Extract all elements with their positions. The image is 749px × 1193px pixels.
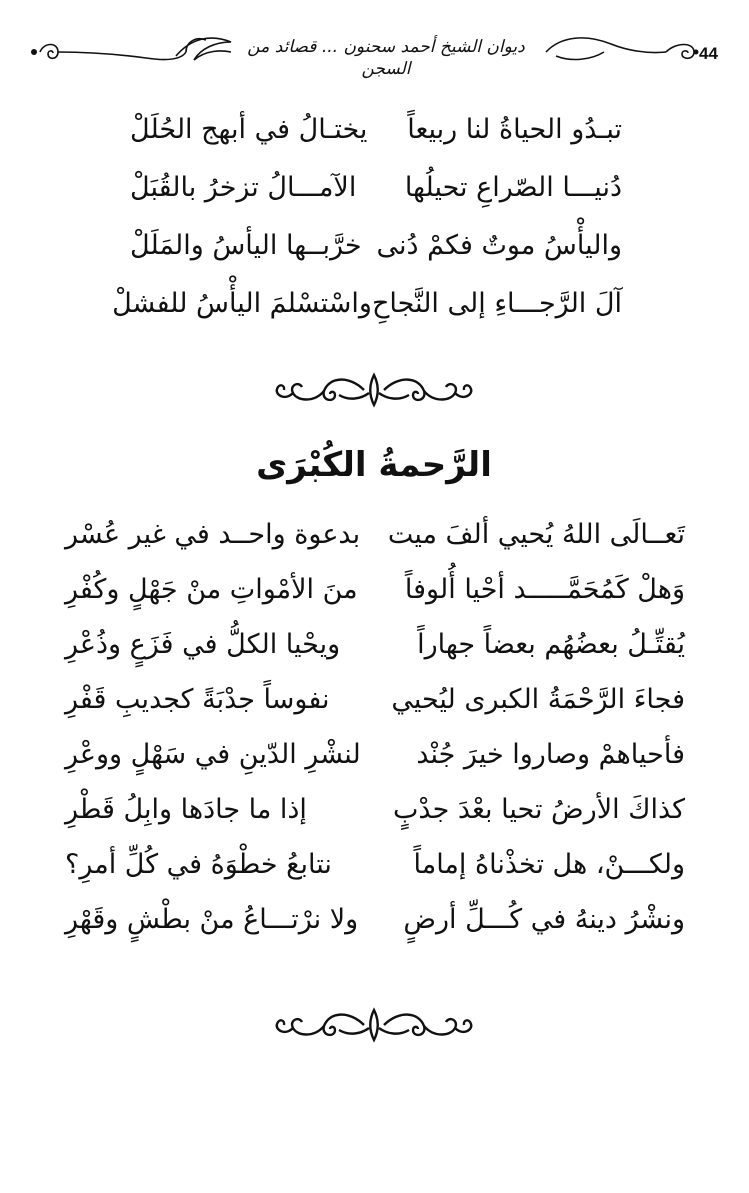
verse-line xyxy=(65,837,685,892)
verse-first-hemistich: آلَ الرَّجـــاءِ إلى النَّجاحِ xyxy=(371,287,622,319)
verse-line xyxy=(65,892,685,947)
verse-line xyxy=(65,507,685,562)
verse-second-hemistich: منَ الأمْواتِ منْ جَهْلٍ وكُفْرِ xyxy=(65,574,358,605)
verse-first-hemistich: ونشْرُ دينهُ في كُـــلِّ أرضٍ xyxy=(403,904,685,935)
verse-second-hemistich: نفوساً جدْبَةً كجديبِ قَفْرِ xyxy=(65,684,330,715)
verse-first-hemistich: واليأْسُ موتٌ فكمْ دُنى xyxy=(376,229,622,261)
verse-line xyxy=(130,158,622,216)
verse-second-hemistich: الآمـــالُ تزخرُ بالقُبَلْ xyxy=(130,171,357,203)
verse-first-hemistich: وَهلْ كَمُحَمَّـــــد أحْيا أُلوفاً xyxy=(404,574,685,605)
verse-second-hemistich: بدعوة واحــد في غير عُسْر xyxy=(65,519,361,550)
verse-second-hemistich: إذا ما جادَها وابِلُ قَطْرِ xyxy=(65,794,307,825)
running-head-title: ديوان الشيخ أحمد سحنون ... قصائد من السجن xyxy=(247,37,525,79)
verse-line xyxy=(130,100,622,158)
verse-line xyxy=(65,727,685,782)
verse-second-hemistich: ويحْيا الكلُّ في فَزَعٍ وذُعْرِ xyxy=(65,629,341,660)
verse-first-hemistich: فجاءَ الرَّحْمَةُ الكبرى ليُحيي xyxy=(391,684,685,715)
verse-second-hemistich: ولا نرْتـــاعُ منْ بطْشٍ وقَهْرِ xyxy=(65,904,359,935)
page-header xyxy=(26,28,726,78)
verse-second-hemistich: نتابعُ خطْوَهُ في كُلِّ أمرِ؟ xyxy=(65,849,332,880)
verse-first-hemistich: ولكـــنْ، هل تخذْناهُ إماماً xyxy=(413,849,685,880)
verse-second-hemistich: لنشْرِ الدّينِ في سَهْلٍ ووعْرِ xyxy=(65,739,361,770)
verse-line xyxy=(65,672,685,727)
verse-first-hemistich: كذاكَ الأرضُ تحيا بعْدَ جدْبٍ xyxy=(392,794,685,825)
verse-first-hemistich: تبـدُو الحياةُ لنا ربيعاً xyxy=(407,113,622,145)
stanza-1 xyxy=(112,100,622,332)
stanza-2 xyxy=(65,507,685,947)
poem-title: الرَّحمةُ الكُبْرَى xyxy=(256,445,492,485)
verse-first-hemistich: دُنيـــا الصّراعِ تحيلُها xyxy=(404,171,622,203)
verse-first-hemistich: تَعــالَى اللهُ يُحيي ألفَ ميت xyxy=(387,519,685,550)
ornamental-divider-icon xyxy=(269,365,479,415)
verse-line xyxy=(65,617,685,672)
verse-second-hemistich: خرَّبــها اليأسُ والمَلَلْ xyxy=(130,229,362,261)
verse-line xyxy=(112,274,622,332)
verse-line xyxy=(65,782,685,837)
verse-line xyxy=(130,216,622,274)
verse-second-hemistich: واسْتسْلمَ اليأْسُ للفشلْ xyxy=(112,287,372,319)
ornamental-divider-icon xyxy=(269,1000,479,1050)
verse-first-hemistich: فأحياهمْ وصاروا خيرَ جُنْد xyxy=(416,739,685,770)
verse-first-hemistich: يُقتِّـلُ بعضُهُم بعضاً جهاراً xyxy=(417,629,685,660)
page-number: 44 xyxy=(699,44,718,63)
verse-line xyxy=(65,562,685,617)
verse-second-hemistich: يختـالُ في أبهج الحُلَلْ xyxy=(130,113,368,145)
